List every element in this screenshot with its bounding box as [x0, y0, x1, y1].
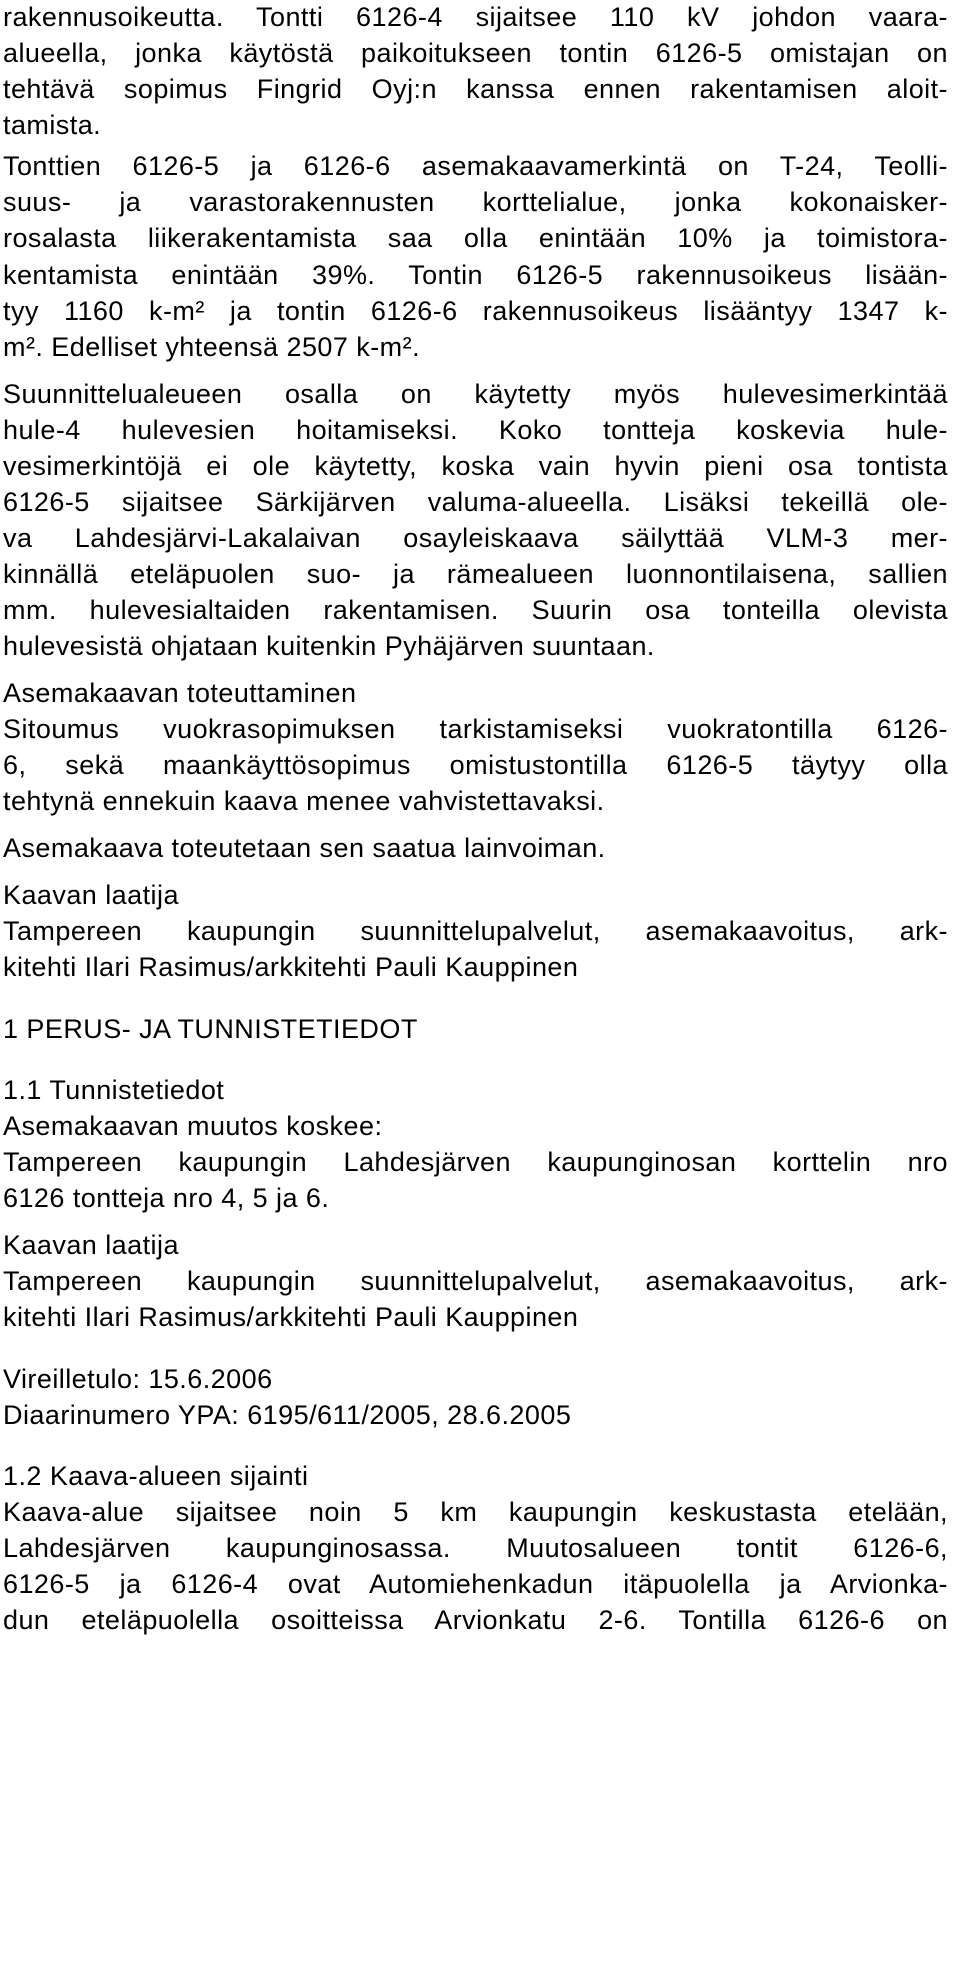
- text-line: hule-4 hulevesien hoitamiseksi. Koko tontteja koskevia hule-: [3, 415, 948, 445]
- text-line: dun eteläpuolella osoitteissa Arvionkatu 2-6. Tontilla 6126-6 on: [3, 1605, 948, 1635]
- text-line: Lahdesjärven kaupunginosassa. Muutosalueen tontit 6126-6,: [3, 1533, 948, 1563]
- text-line: 6126-5 ja 6126-4 ovat Automiehenkadun itäpuolella ja Arvionka-: [3, 1569, 948, 1599]
- text-line: 6126-5 sijaitsee Särkijärven valuma-alueella. Lisäksi tekeillä ole-: [3, 487, 948, 517]
- section-heading: Kaavan laatija: [3, 880, 179, 910]
- text-line: rosalasta liikerakentamista saa olla enintään 10% ja toimistora-: [3, 223, 948, 253]
- text-line: alueella, jonka käytöstä paikoitukseen tontin 6126-5 omistajan on: [3, 38, 948, 68]
- text-line: kentamista enintään 39%. Tontin 6126-5 rakennusoikeus lisään-: [3, 260, 948, 290]
- text-line: tyy 1160 k-m² ja tontin 6126-6 rakennusoikeus lisääntyy 1347 k-: [3, 296, 948, 326]
- section-heading: 1.1 Tunnistetiedot: [3, 1075, 225, 1105]
- text-line: tamista.: [3, 110, 102, 140]
- text-line: 6126 tontteja nro 4, 5 ja 6.: [3, 1183, 330, 1213]
- text-line: Suunnittelualeueen osalla on käytetty myös hulevesimerkintää: [3, 379, 948, 409]
- text-line: tehtynä ennekuin kaava menee vahvistettavaksi.: [3, 786, 605, 816]
- text-line: Sitoumus vuokrasopimuksen tarkistamiseksi vuokratontilla 6126-: [3, 714, 948, 744]
- text-line: Diaarinumero YPA: 6195/611/2005, 28.6.2005: [3, 1400, 572, 1430]
- text-line: Tonttien 6126-5 ja 6126-6 asemakaavamerkintä on T-24, Teolli-: [3, 151, 948, 181]
- text-line: kinnällä eteläpuolen suo- ja rämealueen luonnontilaisena, sallien: [3, 559, 948, 589]
- text-line: kitehti Ilari Rasimus/arkkitehti Pauli Kauppinen: [3, 1302, 579, 1332]
- text-line: vesimerkintöjä ei ole käytetty, koska vain hyvin pieni osa tontista: [3, 451, 948, 481]
- text-line: mm. hulevesialtaiden rakentamisen. Suurin osa tonteilla olevista: [3, 595, 948, 625]
- text-line: Tampereen kaupungin Lahdesjärven kaupunginosan korttelin nro: [3, 1147, 948, 1177]
- text-line: Asemakaava toteutetaan sen saatua lainvoiman.: [3, 833, 606, 863]
- section-heading: Kaavan laatija: [3, 1230, 179, 1260]
- text-line: m². Edelliset yhteensä 2507 k-m².: [3, 332, 421, 362]
- text-line: suus- ja varastorakennusten korttelialue, jonka kokonaisker-: [3, 187, 948, 217]
- text-line: Tampereen kaupungin suunnittelupalvelut, asemakaavoitus, ark-: [3, 1266, 948, 1296]
- section-heading: 1.2 Kaava-alueen sijainti: [3, 1461, 309, 1491]
- text-line: hulevesistä ohjataan kuitenkin Pyhäjärven suuntaan.: [3, 631, 655, 661]
- chapter-heading: 1 PERUS- JA TUNNISTETIEDOT: [3, 1014, 418, 1044]
- text-line: Tampereen kaupungin suunnittelupalvelut, asemakaavoitus, ark-: [3, 916, 948, 946]
- text-line: va Lahdesjärvi-Lakalaivan osayleiskaava säilyttää VLM-3 mer-: [3, 523, 948, 553]
- text-line: 6, sekä maankäyttösopimus omistustontilla 6126-5 täytyy olla: [3, 750, 948, 780]
- text-line: Vireilletulo: 15.6.2006: [3, 1364, 273, 1394]
- text-line: Asemakaavan muutos koskee:: [3, 1111, 383, 1141]
- text-line: tehtävä sopimus Fingrid Oyj:n kanssa ennen rakentamisen aloit-: [3, 74, 948, 104]
- text-line: rakennusoikeutta. Tontti 6126-4 sijaitsee 110 kV johdon vaara-: [3, 2, 948, 32]
- text-line: Kaava-alue sijaitsee noin 5 km kaupungin keskustasta etelään,: [3, 1497, 948, 1527]
- text-line: kitehti Ilari Rasimus/arkkitehti Pauli Kauppinen: [3, 952, 579, 982]
- section-heading: Asemakaavan toteuttaminen: [3, 678, 357, 708]
